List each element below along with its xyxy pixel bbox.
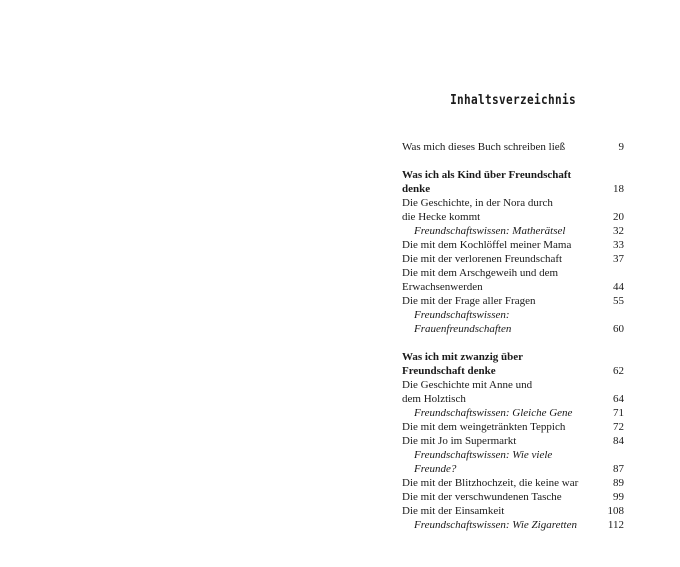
toc-entry-title: Die mit dem weingetränkten Teppich [402,421,566,433]
toc-entry-page: 108 [607,505,624,517]
toc-entry-title: Was mich dieses Buch schreiben ließ [402,141,566,153]
toc-entry-title: Die mit der verschwundenen Tasche [402,491,562,503]
toc-entry-title: denke [402,183,431,195]
toc-entry-page: 9 [618,141,624,153]
toc-entry-title: Freundschaftswissen: Wie Zigaretten [414,519,577,531]
toc-entry-title: dem Holztisch [402,393,466,405]
toc-entry-page: 60 [613,323,624,335]
section-spacer [402,154,624,168]
toc-entry-page: 71 [613,407,624,419]
toc-entry-page: 18 [613,183,624,195]
toc-section-heading [402,364,624,378]
toc-entry [402,210,624,224]
toc-entry-title: Die mit der Frage aller Fragen [402,295,536,307]
toc-entry-title: Die mit dem Kochlöffel meiner Mama [402,239,572,251]
toc-entry-page: 55 [613,295,624,307]
toc-entry-title: Freundschaftswissen: Frauenfreundschaften [414,309,512,335]
toc-entry-page: 72 [613,421,624,433]
toc-entry-page: 64 [613,393,624,405]
toc-entry-page: 99 [613,491,624,503]
toc-entry-title: Die mit der Einsamkeit [402,505,505,517]
toc-entry-page: 44 [613,281,624,293]
toc-entry-title: Freundschaftswissen: Matherätsel [414,225,566,237]
toc-entry [402,196,624,210]
toc-entry [402,280,624,294]
toc-entry [402,238,624,252]
toc-section-heading [402,168,624,182]
toc-entry-title: die Hecke kommt [402,211,481,223]
toc-subentry [402,448,624,476]
toc-entry [402,420,624,434]
toc-entry-title: Die Geschichte, in der Nora durch [402,197,553,209]
toc-entry-title: Freundschaft denke [402,365,496,377]
toc-entry-page: 84 [613,435,624,447]
toc-subentry [402,406,624,420]
toc-subentry [402,308,624,336]
toc-subentry [402,518,624,532]
toc-entry-page: 20 [613,211,624,223]
toc-entry-title: Erwachsenwerden [402,281,483,293]
toc-entry [402,252,624,266]
toc-entry-title: Die mit der Blitzhochzeit, die keine war [402,477,579,489]
toc-entry-title: Freundschaftswissen: Gleiche Gene [414,407,573,419]
toc-entry-title: Die Geschichte mit Anne und [402,379,533,391]
toc-entry [402,392,624,406]
toc-entry-page: 33 [613,239,624,251]
toc-entry [402,266,624,280]
toc-entry [402,434,624,448]
toc-entry-title: Was ich als Kind über Freundschaft [402,169,572,181]
toc-entry-page: 87 [613,463,624,475]
toc-entry [402,140,624,154]
toc-entry-title: Was ich mit zwanzig über [402,351,523,363]
toc-entry [402,490,624,504]
toc-entry-title: Freundschaftswissen: Wie viele Freunde? [414,449,553,475]
toc-entry [402,294,624,308]
toc-entry-title: Die mit Jo im Supermarkt [402,435,517,447]
toc-entry-page: 32 [613,225,624,237]
toc-entry-title: Die mit der verlorenen Freundschaft [402,253,563,265]
toc-entry-page: 37 [613,253,624,265]
toc-entry [402,504,624,518]
toc-entry-page: 112 [607,519,624,531]
toc-entry-title: Die mit dem Arschgeweih und dem [402,267,559,279]
toc-entry [402,378,624,392]
toc-section-heading [402,182,624,196]
toc-section-heading [402,350,624,364]
toc-entry [402,476,624,490]
table-of-contents [402,140,624,532]
toc-entry-page: 62 [613,365,624,377]
page-title: Inhaltsverzeichnis [450,92,576,108]
toc-subentry [402,224,624,238]
section-spacer [402,336,624,350]
toc-entry-page: 89 [613,477,624,489]
